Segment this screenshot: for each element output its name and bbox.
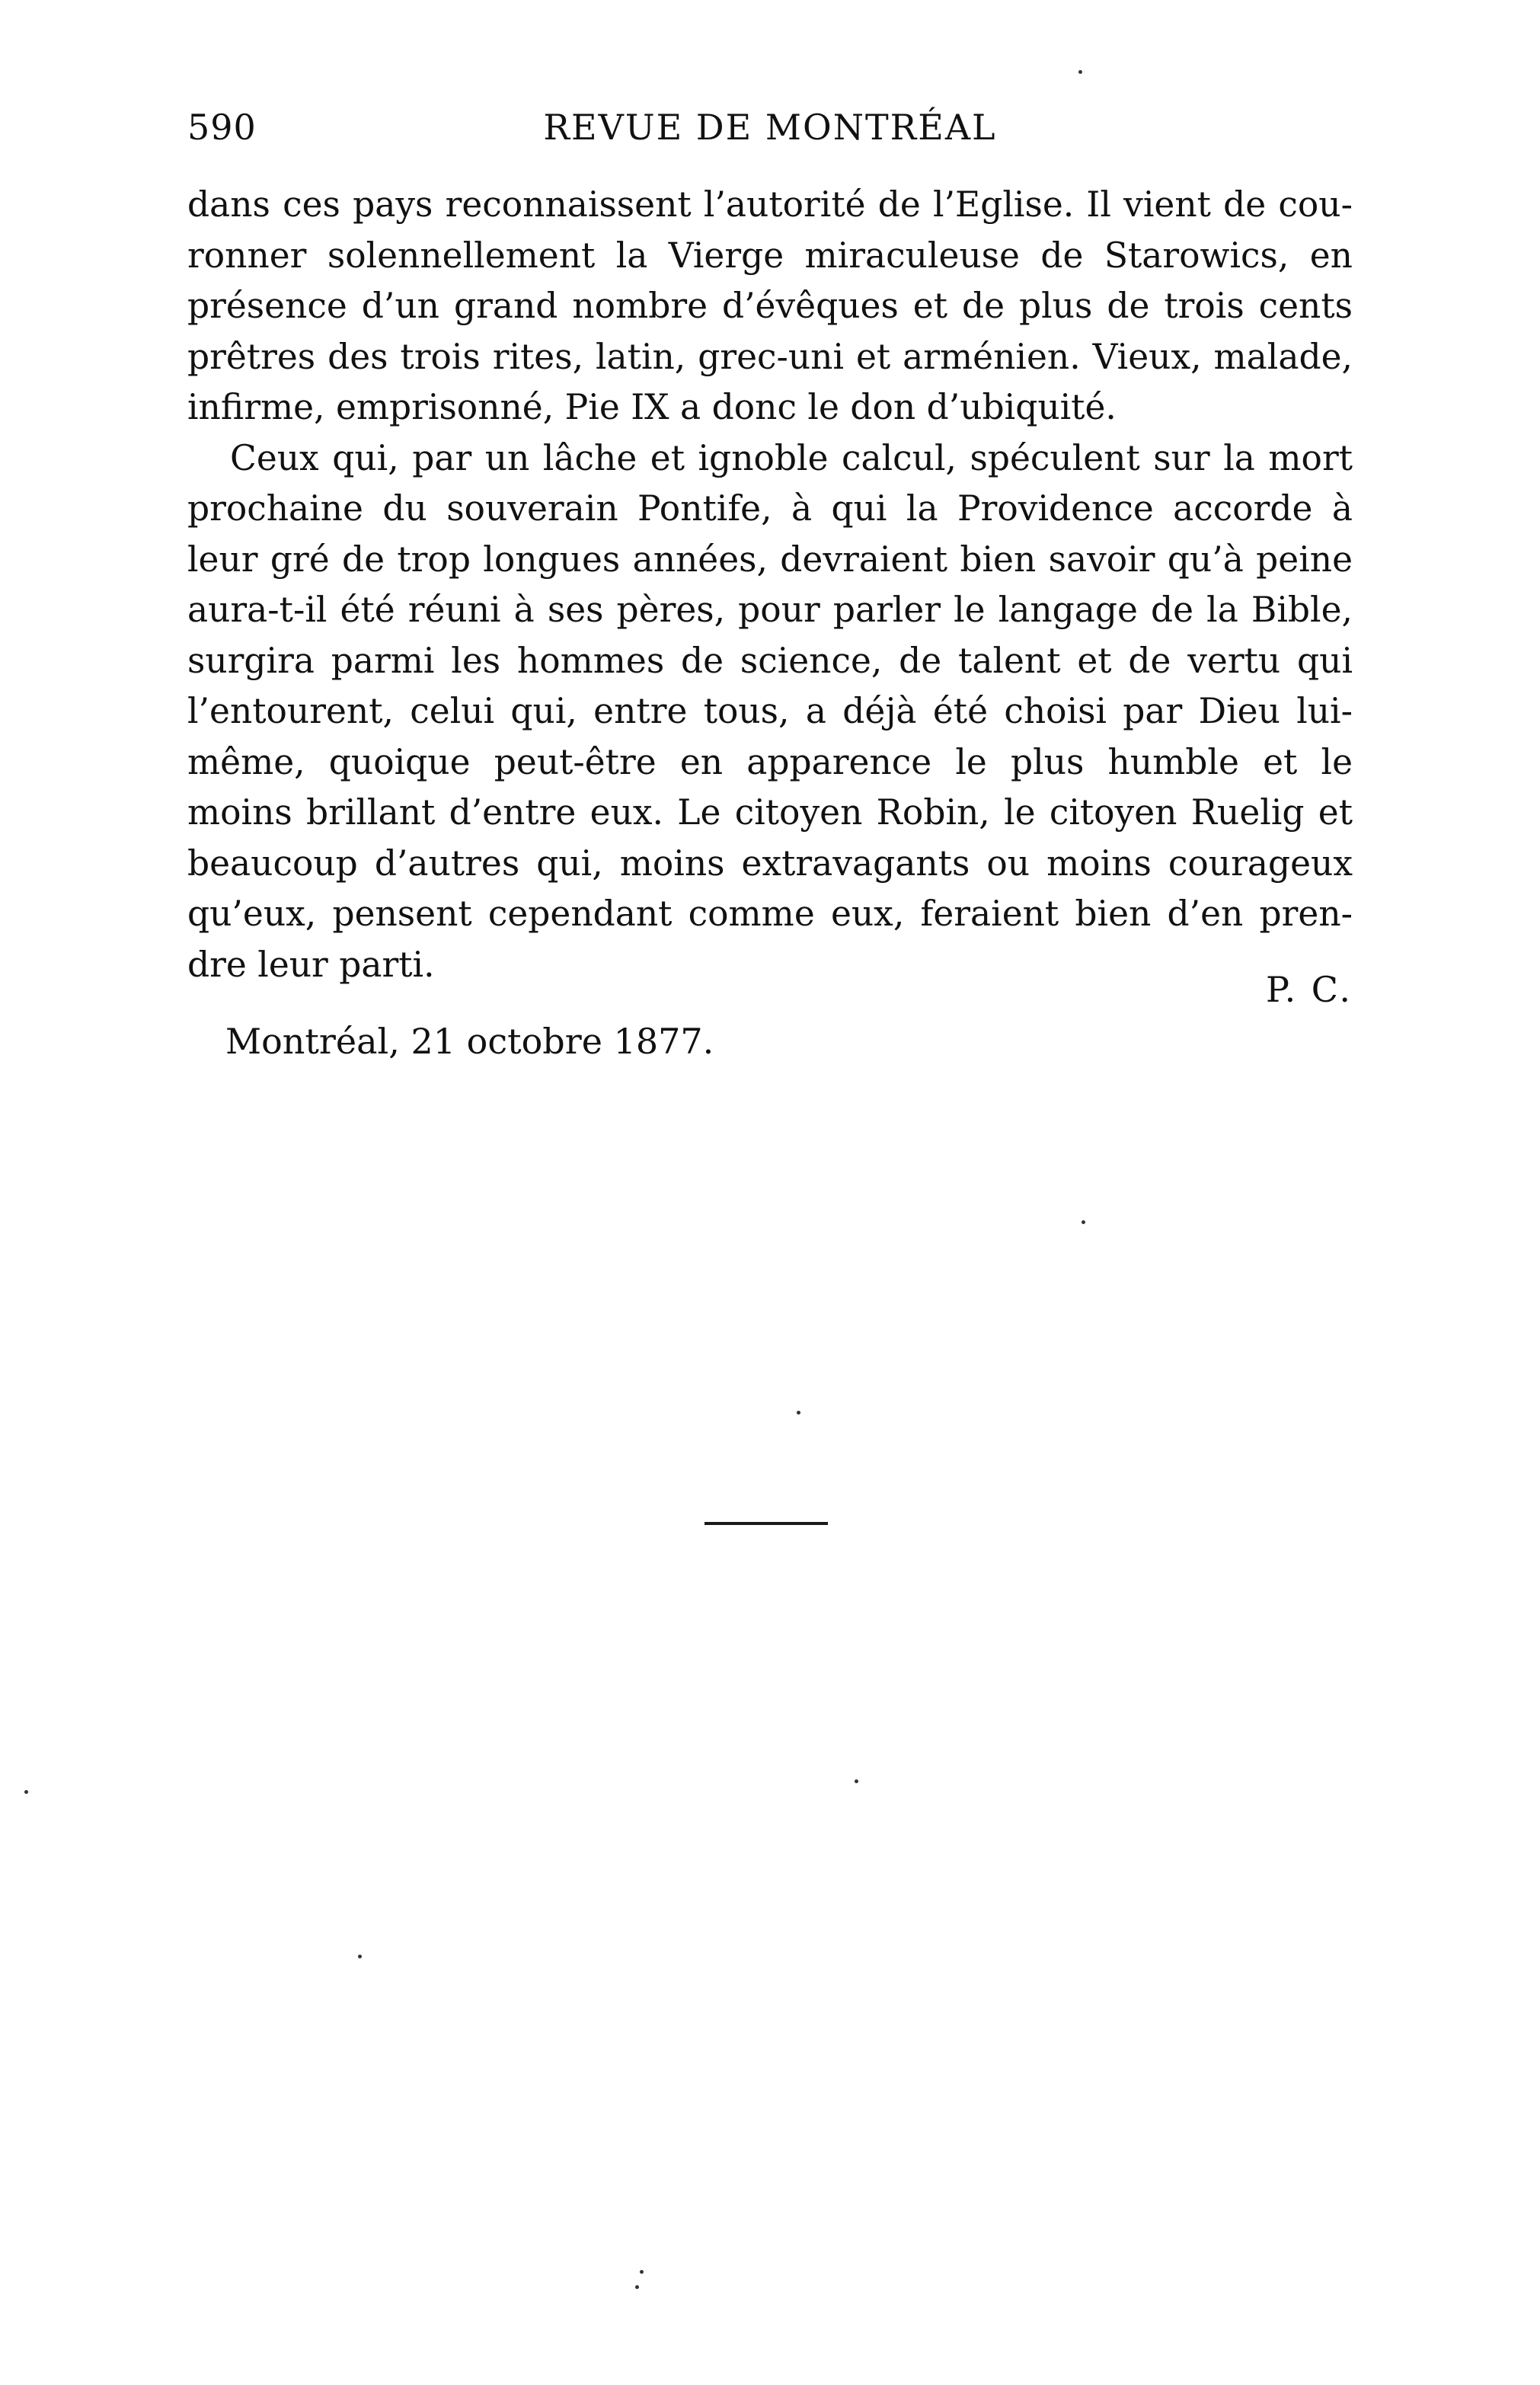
print-speck [358, 1955, 362, 1958]
print-speck [24, 1790, 28, 1794]
dateline: Montréal, 21 octobre 1877. [225, 1021, 714, 1062]
print-speck [1082, 1220, 1085, 1224]
section-end-rule [705, 1522, 828, 1525]
print-speck [640, 2270, 644, 2274]
print-speck [855, 1779, 858, 1783]
paragraph-1: dans ces pays reconnaissent l’autorité de l’Eglise. Il vient de couronner solennellement la Vierge miraculeuse de Starowics, en présence d’un grand nombre d’évêques et de plus de trois cents prêtres des trois rites, latin, grec-uni et arménien. Vieux, malade, infirme, emprisonné, Pie IX a donc le don d’ubiquité. [187, 184, 1353, 427]
running-title: REVUE DE MONTRÉAL [543, 107, 997, 148]
page-number: 590 [187, 107, 257, 148]
paragraph-2: Ceux qui, par un lâche et ignoble calcul, spéculent sur la mort prochaine du souverain Pontife, à qui la Providence accorde à leur gré de trop longues années, devraient bien savoir qu’à peine aura-t-il été réuni à ses pères, pour parler le langage de la Bible, surgira parmi les hommes de science, de talent et de vertu qui l’entourent, celui qui, entre tous, a déjà été choisi par Dieu lui-même, quoique peut-être en apparence le plus humble et le moins brillant d’entre eux. Le citoyen Robin, le citoyen Ruelig et beaucoup d’autres qui, moins extravagants ou moins courageux qu’eux, pensent cependant comme eux, feraient bien d’en prendre leur parti. [187, 437, 1353, 985]
print-speck [1078, 70, 1082, 74]
print-speck [797, 1411, 800, 1415]
author-signature: P. C. [1265, 969, 1353, 1010]
article-body [187, 180, 1353, 990]
print-speck [635, 2285, 639, 2289]
running-head [187, 107, 1353, 160]
